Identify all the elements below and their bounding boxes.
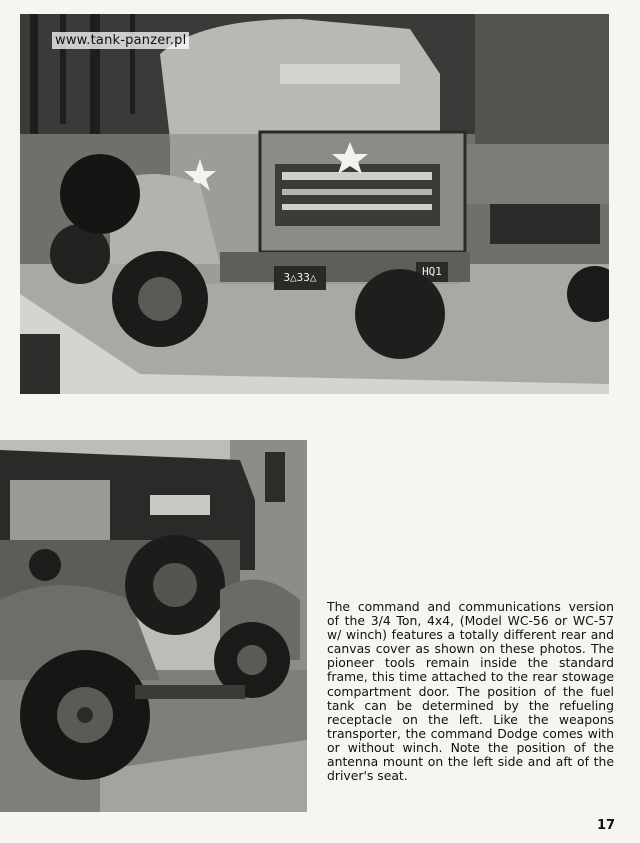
photo-rear-view bbox=[20, 14, 609, 394]
license-plate-left: 3△33△ bbox=[283, 271, 317, 284]
photo-side-view bbox=[0, 440, 307, 812]
photo-caption: The command and communications version of the 3/4 Ton, 4x4, (Model WC-56 or WC-57 w/ winch) features a totally different rear and canvas cover as shown on these photos. The pioneer tools remain inside the standard frame, this time attached to the rear stowage compartment door. The position of the fuel tank can be determined by the refueling receptacle on the left. Like the weapons transporter, the command Dodge comes with or without winch. Note the position of the antenna mount on the left side and aft of the driver's seat. bbox=[327, 599, 614, 784]
page-number: 17 bbox=[597, 818, 616, 833]
watermark-text: www.tank-panzer.pl bbox=[52, 32, 189, 49]
license-plate-right: HQ1 bbox=[422, 265, 442, 278]
